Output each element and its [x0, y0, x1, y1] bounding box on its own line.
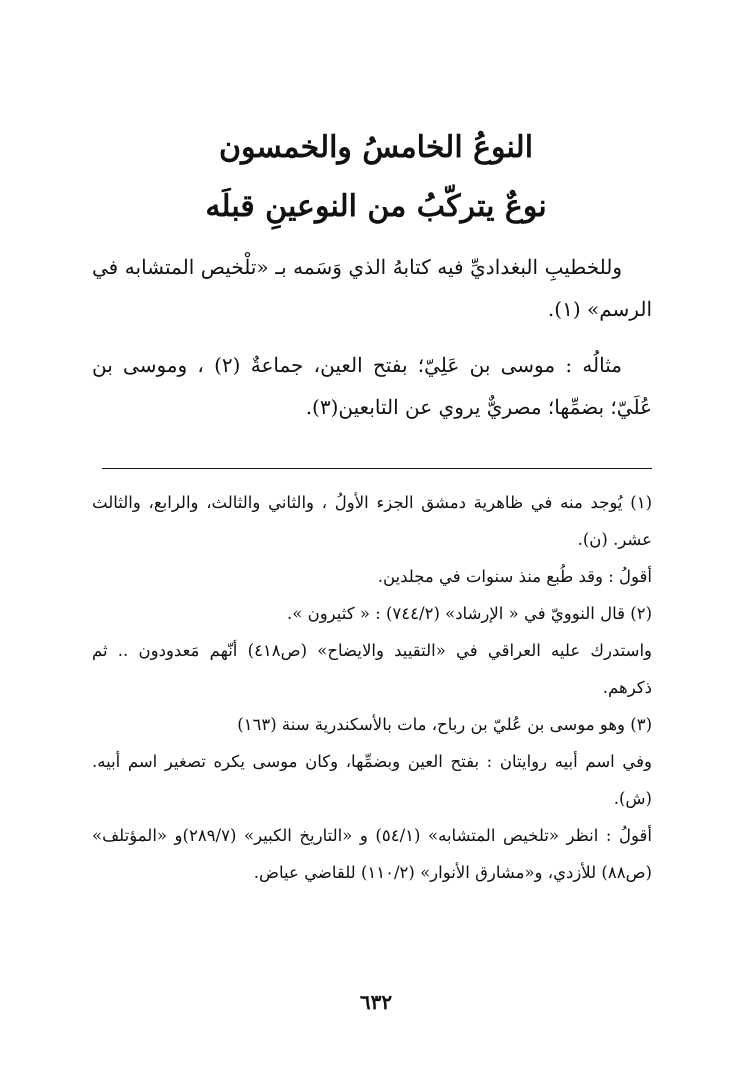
footnote: (٢) قال النوويّ في « الإرشاد» (٧٤٤/٢) : « كثيرون ». — [287, 604, 652, 623]
footnote-comment: واستدرك عليه العراقي في «التقييد والايضاح» (ص٤١٨) أنّهم مَعدودون .. ثم ذكرهم. — [92, 641, 652, 697]
footnote-comment: أقولُ : وقد طُبع منذ سنوات في مجلدين. — [377, 567, 652, 586]
footnote-divider — [102, 468, 652, 469]
footnote-comment: وفي اسم أبيه روايتان : بفتح العين وبضمِّها، وكان موسى يكره تصغير اسم أبيه. (ش). — [92, 752, 652, 808]
footnote-comment: أقولُ : انظر «تلخيص المتشابه» (٥٤/١) و «التاريخ الكبير» (٢٨٩/٧)و «المؤتلف» (ص٨٨) للأزدي، و«مشارق الأنوار» (١١٠/٢) للقاضي عياض. — [92, 826, 652, 882]
page-number: ٦٣٢ — [359, 990, 393, 1014]
footnote: (١) يُوجد منه في ظاهرية دمشق الجزء الأولُ ، والثاني والثالث، والرابع، والثالث عشر. (ن). — [92, 493, 652, 549]
main-text — [92, 246, 652, 428]
body-paragraph: وللخطيبِ البغداديِّ فيه كتابهُ الذي وَسَمه بـ «تلْخيص المتشابه في الرسم» (١). — [92, 255, 652, 321]
footnotes — [92, 484, 652, 891]
chapter-title: النوعُ الخامسُ والخمسون — [218, 130, 534, 165]
footnote: (٣) وهو موسى بن عُليّ بن رباح، مات بالأسكندرية سنة (١٦٣) — [237, 715, 652, 734]
body-paragraph: مثالُه : موسى بن عَلِيّ؛ بفتح العين، جماعةٌ (٢) ، وموسى بن عُلَيّ؛ بضمِّها؛ مصريٌّ يروي عن التابعين(٣). — [92, 353, 652, 419]
chapter-subtitle: نوعٌ يتركّبُ من النوعينِ قبلَه — [205, 189, 547, 224]
